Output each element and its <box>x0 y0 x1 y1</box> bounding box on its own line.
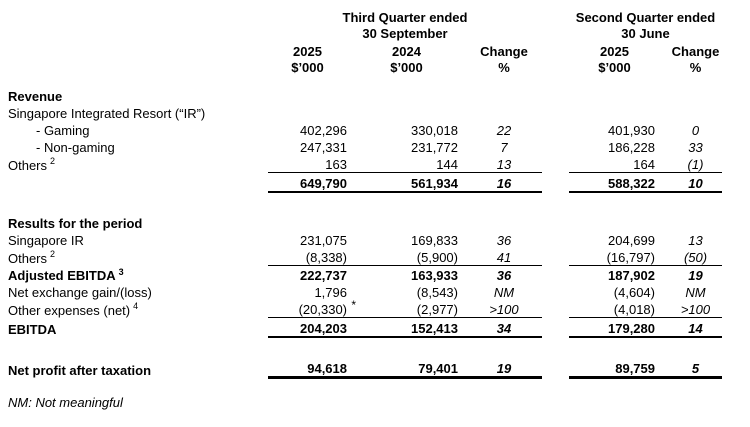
value-text: (20,330) <box>298 302 347 317</box>
cell-q3-2025: 231,075 <box>300 233 347 248</box>
cell-q3-change: 19 <box>466 357 542 378</box>
cell-q3-2024: 79,401 <box>356 357 466 378</box>
row-total-revenue <box>8 173 722 193</box>
cell-q3-2025: 222,737 <box>300 268 347 283</box>
cell-q2-change: NM <box>685 285 706 300</box>
cell-empty <box>569 75 669 104</box>
cell-empty <box>268 75 356 104</box>
q3-2025-unit-header: $’000 <box>291 60 324 75</box>
gap-cell <box>542 42 569 59</box>
q2-change-col-header: Change <box>671 44 720 59</box>
nm-footnote: NM: Not meaningful <box>8 395 123 410</box>
row-label <box>8 155 268 173</box>
row-non-gaming <box>8 138 722 155</box>
cell-q2-change: (50) <box>669 248 722 266</box>
q3-change-col-header: Change <box>480 44 528 59</box>
spacer-cell <box>8 337 722 357</box>
cell-q3-2025: 204,203 <box>268 318 356 338</box>
q3-2024-col-header: 2024 <box>392 44 421 59</box>
row-singapore-ir-label <box>8 104 722 121</box>
q2-2025-unit-header: $’000 <box>598 60 631 75</box>
cell-q2-2025: 186,228 <box>608 140 655 155</box>
cell-q2-2025: (4,604) <box>613 285 655 300</box>
q2-period-header <box>569 10 722 42</box>
row-label: EBITDA <box>8 322 57 337</box>
financial-results-table <box>8 10 722 379</box>
row-label: Net profit after taxation <box>8 362 152 378</box>
gap-cell <box>542 231 569 248</box>
q3-period-line2: 30 September <box>362 26 448 41</box>
cell-q3-change: 16 <box>466 173 542 193</box>
cell-q3-change: 36 <box>496 233 512 248</box>
spacer-cell <box>8 192 722 214</box>
q3-period-line1: Third Quarter ended <box>342 10 468 25</box>
q2-2025-col-header: 2025 <box>600 44 629 59</box>
footnote-ref: 3 <box>118 266 124 277</box>
cell-q2-change: 0 <box>691 123 700 138</box>
cell-q3-2024: 144 <box>356 155 466 173</box>
cell-q3-2025: 402,296 <box>300 123 347 138</box>
cell-q2-change: 14 <box>669 318 722 338</box>
row-label: Net exchange gain/(loss) <box>8 285 152 300</box>
row-label <box>8 266 268 284</box>
section-title: Results for the period <box>8 216 143 231</box>
cell-q3-change: 34 <box>466 318 542 338</box>
row-label <box>8 248 268 266</box>
row-net-exchange <box>8 283 722 300</box>
cell-empty <box>466 104 542 121</box>
row-label: Singapore Integrated Resort (“IR”) <box>8 106 206 121</box>
gap-cell <box>542 104 569 121</box>
empty-cell <box>8 10 268 42</box>
cell-q2-2025: 204,699 <box>608 233 655 248</box>
label-text: Other expenses (net) <box>8 302 131 318</box>
row-other-expenses <box>8 300 722 318</box>
cell-q3-2024: 561,934 <box>356 173 466 193</box>
cell-empty <box>356 75 466 104</box>
cell-q3-2024: 152,413 <box>356 318 466 338</box>
cell-q2-2025: 401,930 <box>608 123 655 138</box>
q2-period-line2: 30 June <box>621 26 670 41</box>
cell-q3-2025: 163 <box>268 155 356 173</box>
spacer-row <box>8 337 722 357</box>
cell-q3-2024: 169,833 <box>411 233 458 248</box>
cell-q3-2024: (5,900) <box>356 248 466 266</box>
cell-q3-change: 22 <box>496 123 512 138</box>
gap-cell <box>542 248 569 266</box>
cell-empty <box>669 75 722 104</box>
gap-cell <box>542 357 569 378</box>
row-others-results <box>8 248 722 266</box>
cell-q3-2024: 231,772 <box>411 140 458 155</box>
cell-q2-change: (1) <box>669 155 722 173</box>
cell-q2-2025: (4,018) <box>569 300 669 318</box>
label-text: Others <box>8 157 48 173</box>
row-revenue-section <box>8 75 722 104</box>
section-title: Revenue <box>8 89 63 104</box>
footnote-ref: 2 <box>50 249 56 260</box>
cell-empty <box>669 104 722 121</box>
empty-cell <box>8 42 268 59</box>
row-singapore-ir <box>8 231 722 248</box>
cell-q3-change: 13 <box>466 155 542 173</box>
cell-empty <box>569 104 669 121</box>
gap-cell <box>542 138 569 155</box>
gap-cell <box>542 155 569 173</box>
cell-q3-2025: (8,338) <box>268 248 356 266</box>
cell-empty <box>466 214 542 231</box>
q2-period-line1: Second Quarter ended <box>575 10 716 25</box>
cell-q3-change: 41 <box>466 248 542 266</box>
q2-change-unit-header: % <box>689 60 702 75</box>
row-label: Singapore IR <box>8 233 84 248</box>
cell-q3-2024: (2,977) <box>356 300 466 318</box>
cell-q2-change: 33 <box>688 140 703 155</box>
cell-q3-2025: 1,796 <box>314 285 347 300</box>
cell-q3-2025: 649,790 <box>268 173 356 193</box>
year-header-row <box>8 42 722 59</box>
row-label: - Gaming <box>36 123 90 138</box>
row-gaming <box>8 121 722 138</box>
row-adjusted-ebitda <box>8 266 722 284</box>
cell-q3-2025: 94,618 <box>268 357 356 378</box>
q3-change-unit-header: % <box>498 60 510 75</box>
cell-empty <box>669 214 722 231</box>
cell-q2-2025: (16,797) <box>569 248 669 266</box>
gap-cell <box>542 318 569 338</box>
footnote-ref: 2 <box>50 156 56 167</box>
cell-q3-change: NM <box>493 285 515 300</box>
gap-cell <box>542 173 569 193</box>
cell-q2-2025: 187,902 <box>608 268 655 283</box>
gap-cell <box>542 283 569 300</box>
cell-empty <box>569 214 669 231</box>
q3-2024-unit-header: $’000 <box>390 60 423 75</box>
cell-q2-change: 5 <box>669 357 722 378</box>
q3-2025-col-header: 2025 <box>293 44 322 59</box>
cell-empty <box>356 104 466 121</box>
cell-q3-2024: (8,543) <box>416 285 458 300</box>
cell-q2-2025: 164 <box>569 155 669 173</box>
cell-q3-2025 <box>268 300 356 318</box>
q3-period-header <box>268 10 542 42</box>
row-label <box>8 173 268 193</box>
cell-q2-2025: 588,322 <box>569 173 669 193</box>
cell-empty <box>356 214 466 231</box>
cell-q2-change: >100 <box>669 300 722 318</box>
gap-cell <box>542 10 569 42</box>
label-text: Adjusted EBITDA <box>8 268 116 283</box>
row-label: - Non-gaming <box>36 140 115 155</box>
cell-empty <box>268 104 356 121</box>
gap-cell <box>542 75 569 104</box>
cell-empty <box>466 75 542 104</box>
gap-cell <box>542 59 569 75</box>
cell-q3-2024: 330,018 <box>411 123 458 138</box>
footnote-ref: 4 <box>133 301 139 312</box>
gap-cell <box>542 121 569 138</box>
cell-q3-2024: 163,933 <box>411 268 458 283</box>
cell-q3-change: 7 <box>500 140 508 155</box>
period-header-row <box>8 10 722 42</box>
asterisk-marker: * <box>351 298 356 312</box>
cell-q2-change: 10 <box>669 173 722 193</box>
gap-cell <box>542 266 569 284</box>
empty-cell <box>8 59 268 75</box>
row-label <box>8 300 268 318</box>
gap-cell <box>542 214 569 231</box>
cell-q3-change: 36 <box>496 268 512 283</box>
cell-empty <box>268 214 356 231</box>
gap-cell <box>542 300 569 318</box>
row-others-revenue <box>8 155 722 173</box>
cell-q2-2025: 179,280 <box>569 318 669 338</box>
label-text: Others <box>8 250 48 266</box>
row-ebitda <box>8 318 722 338</box>
unit-header-row <box>8 59 722 75</box>
row-results-section <box>8 214 722 231</box>
row-net-profit <box>8 357 722 378</box>
cell-q2-change: 13 <box>688 233 703 248</box>
cell-q3-change: >100 <box>466 300 542 318</box>
spacer-row <box>8 192 722 214</box>
cell-q2-2025: 89,759 <box>569 357 669 378</box>
cell-q3-2025: 247,331 <box>300 140 347 155</box>
cell-q2-change: 19 <box>688 268 703 283</box>
